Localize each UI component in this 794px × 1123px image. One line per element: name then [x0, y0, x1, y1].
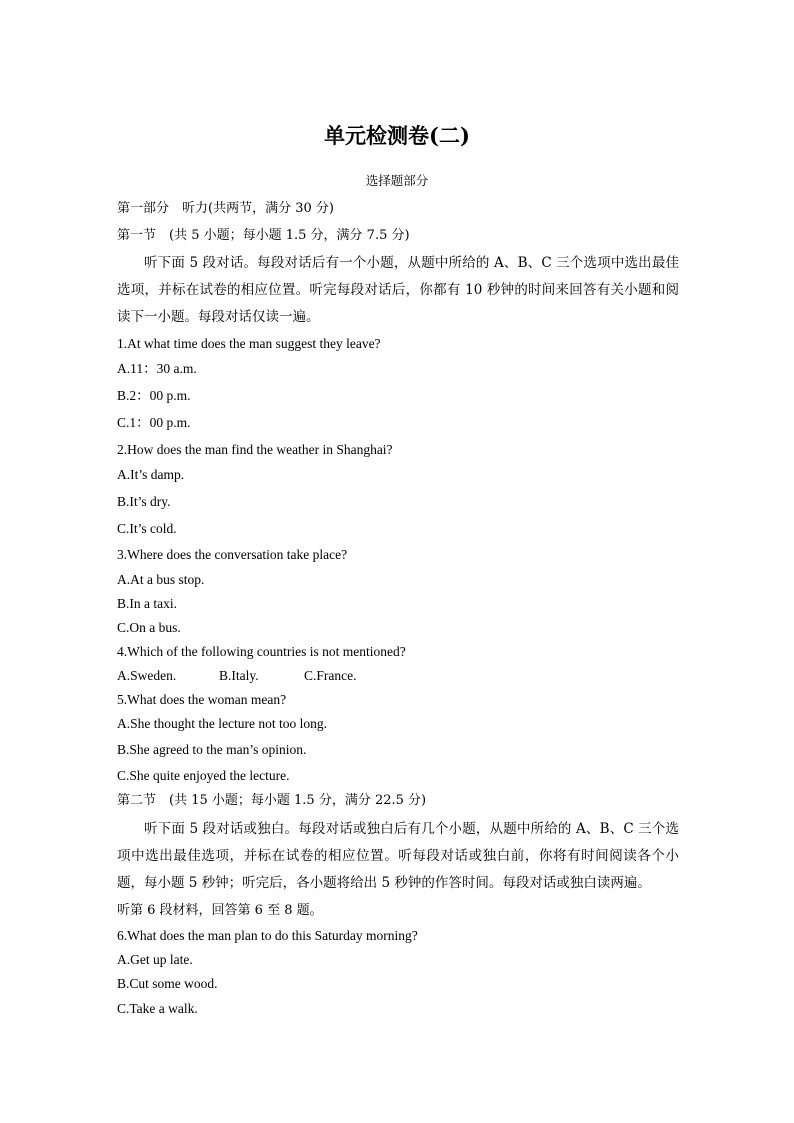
q6-stem: 6.What does the man plan to do this Saturday morning?: [117, 928, 418, 943]
section2-heading: 第二节 (共 15 小题；每小题 1.5 分，满分 22.5 分): [117, 793, 427, 808]
q3-stem: 3.Where does the conversation take place?: [117, 547, 348, 562]
q3-option-c: C.On a bus.: [117, 620, 181, 635]
q3-option-a: A.At a bus stop.: [117, 572, 205, 587]
q2-option-b: B.It’s dry.: [117, 494, 171, 509]
page-subtitle: 选择题部分: [365, 173, 429, 188]
page-title: 单元检测卷(二): [324, 123, 470, 148]
q1-option-b: B.2：00 p.m.: [117, 388, 191, 403]
q4-options: [117, 667, 356, 685]
section2-material-note: 听第 6 段材料，回答第 6 至 8 题。: [117, 903, 323, 918]
q1-option-a: A.11：30 a.m.: [117, 361, 197, 376]
q4-option-c: C.France.: [304, 668, 357, 683]
q1-option-c: C.1：00 p.m.: [117, 415, 191, 430]
q4-option-b: B.Italy.: [219, 668, 259, 683]
q3-option-b: B.In a taxi.: [117, 596, 177, 611]
q2-option-a: A.It’s damp.: [117, 467, 185, 482]
q6-option-c: C.Take a walk.: [117, 1001, 198, 1016]
q5-stem: 5.What does the woman mean?: [117, 692, 287, 707]
part1-heading: 第一部分 听力(共两节，满分 30 分): [117, 201, 334, 216]
q6-option-b: B.Cut some wood.: [117, 976, 218, 991]
section2-instructions: 听下面 5 段对话或独白。每段对话或独白后有几个小题，从题中所给的 A、B、C 三个选项中选出最佳选项，并标在试卷的相应位置。听每段对话或独白前，你将有时间阅读各个小题，每小题 5 秒钟；听完后，各小题将给出 5 秒钟的作答时间。每段对话或独白读两遍。: [117, 821, 679, 891]
q2-stem: 2.How does the man find the weather in Shanghai?: [117, 442, 393, 457]
q5-option-b: B.She agreed to the man’s opinion.: [117, 742, 307, 757]
q2-option-c: C.It’s cold.: [117, 521, 177, 536]
section1-heading: 第一节 (共 5 小题；每小题 1.5 分，满分 7.5 分): [117, 228, 410, 243]
section1-instructions: 听下面 5 段对话。每段对话后有一个小题，从题中所给的 A、B、C 三个选项中选出最佳选项，并标在试卷的相应位置。听完每段对话后，你都有 10 秒钟的时间来回答有关小题和阅读下一小题。每段对话仅读一遍。: [117, 255, 679, 325]
q1-stem: 1.At what time does the man suggest they leave?: [117, 336, 381, 351]
q4-option-a: A.Sweden.: [117, 668, 177, 683]
q5-option-c: C.She quite enjoyed the lecture.: [117, 768, 290, 783]
q5-option-a: A.She thought the lecture not too long.: [117, 716, 327, 731]
q4-stem: 4.Which of the following countries is not mentioned?: [117, 644, 406, 659]
q6-option-a: A.Get up late.: [117, 952, 193, 967]
